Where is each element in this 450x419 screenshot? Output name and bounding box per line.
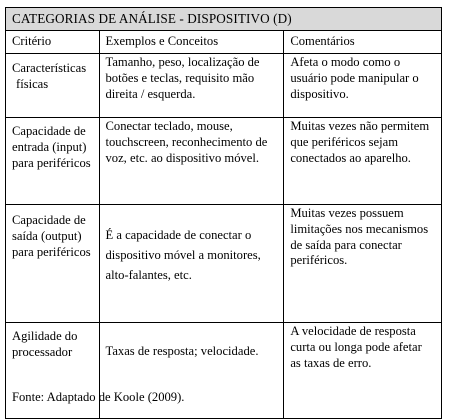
criterion-cell <box>6 54 100 118</box>
categories-table-container <box>5 7 442 419</box>
table-header-row <box>6 31 442 54</box>
comments-cell: Muitas vezes possuem limitações nos mecanismos de saída para conectar periféricos. <box>284 205 442 323</box>
column-header-examples: Exemplos e Conceitos <box>99 31 284 54</box>
criterion-line: Características <box>12 61 87 75</box>
examples-cell: Conectar teclado, mouse, touchscreen, reconhecimento de voz, etc. ao dispositivo móvel. <box>99 118 284 205</box>
examples-cell: Tamanho, peso, localização de botões e teclas, requisito mão direita / esquerda. <box>99 54 284 118</box>
criterion-cell: Capacidade de saída (output) para periféricos <box>6 205 100 323</box>
categories-table <box>5 7 442 419</box>
table-row <box>6 118 442 205</box>
criterion-cell: Capacidade de entrada (input) para periféricos <box>6 118 100 205</box>
examples-cell: É a capacidade de conectar o dispositivo móvel a monitores, alto-falantes, etc. <box>99 205 284 323</box>
table-title-row <box>6 8 442 31</box>
table-title: CATEGORIAS DE ANÁLISE - DISPOSITIVO (D) <box>6 8 442 31</box>
criterion-cell: Agilidade do processador <box>6 323 100 419</box>
table-row <box>6 205 442 323</box>
column-header-criterion: Critério <box>6 31 100 54</box>
source-caption: Fonte: Adaptado de Koole (2009). <box>12 390 185 404</box>
table-row <box>6 54 442 118</box>
comments-cell: Afeta o modo como o usuário pode manipular o dispositivo. <box>284 54 442 118</box>
comments-cell: A velocidade de resposta curta ou longa pode afetar as taxas de erro. <box>284 323 442 419</box>
examples-cell: Taxas de resposta; velocidade. <box>99 323 284 419</box>
comments-cell: Muitas vezes não permitem que periféricos sejam conectados ao aparelho. <box>284 118 442 205</box>
column-header-comments: Comentários <box>284 31 442 54</box>
criterion-line: físicas <box>16 77 49 91</box>
